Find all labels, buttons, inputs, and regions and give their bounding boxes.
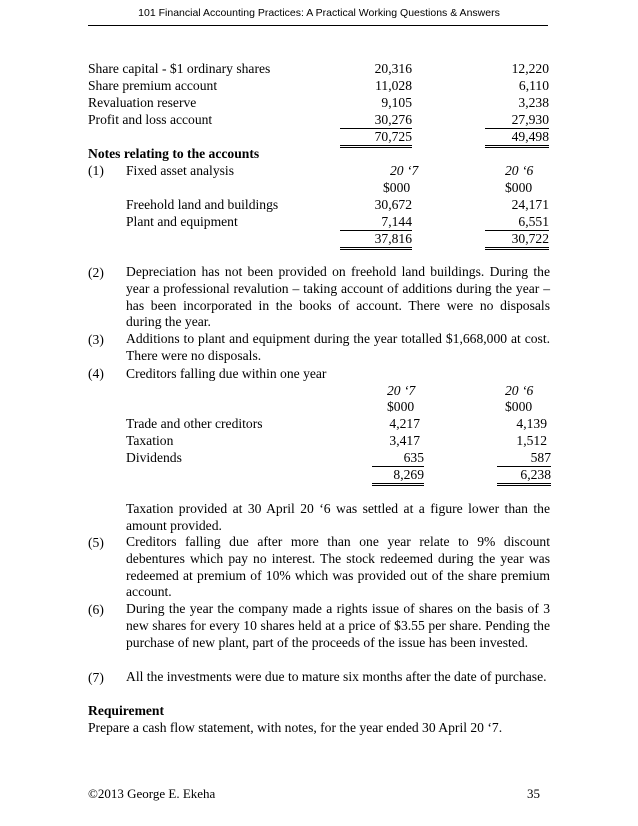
- capital-value-a: 9,105: [381, 95, 412, 110]
- note-7-text: All the investments were due to mature six months after the date of purchase.: [126, 669, 547, 684]
- capital-total-a: 70,725: [340, 129, 412, 148]
- running-header: 101 Financial Accounting Practices: A Practical Working Questions & Answers: [138, 7, 500, 19]
- year-header-b: 20 ‘6: [505, 383, 534, 398]
- capital-value-b: 3,238: [518, 95, 549, 110]
- page-number: 35: [527, 786, 540, 801]
- header-rule: [88, 25, 548, 26]
- row-label: Taxation: [126, 433, 174, 448]
- note-3-text: Additions to plant and equipment during the year totalled $1,668,000 at cost. There were no disposals.: [126, 331, 550, 363]
- capital-label: Share capital - $1 ordinary shares: [88, 61, 271, 76]
- note-number: (4): [88, 366, 104, 381]
- year-header-a: 20 ‘7: [390, 163, 419, 178]
- note-6-text: During the year the company made a rights issue of shares on the basis of 3 new shares for every 10 shares held at a price of $3.55 per share. Pending the purchase of new plant, part of the proceeds of the issue has been invested.: [126, 601, 550, 650]
- note-number: (2): [88, 265, 104, 280]
- capital-value-b: 6,110: [518, 78, 549, 93]
- note-title: Fixed asset analysis: [126, 163, 234, 178]
- capital-total-b: 49,498: [485, 129, 549, 148]
- copyright: ©2013 George E. Ekeha: [88, 786, 216, 801]
- row-value-a: 7,144: [340, 214, 412, 231]
- total-a: 8,269: [372, 467, 424, 486]
- row-value-a: 635: [372, 450, 424, 467]
- row-value-a: 4,217: [389, 416, 420, 431]
- capital-label: Profit and loss account: [88, 112, 213, 127]
- year-header-b: 20 ‘6: [505, 163, 534, 178]
- capital-value-b: 27,930: [485, 112, 549, 129]
- note-4-after-text: Taxation provided at 30 April 20 ‘6 was settled at a figure lower than the amount provided.: [126, 501, 550, 533]
- note-title: Creditors falling due within one year: [126, 366, 327, 381]
- row-value-b: 24,171: [511, 197, 549, 212]
- capital-value-b: 12,220: [511, 61, 549, 76]
- note-number: (3): [88, 332, 104, 347]
- total-b: 6,238: [497, 467, 551, 486]
- total-a: 37,816: [340, 231, 412, 250]
- unit-header-a: $000: [383, 180, 411, 195]
- row-value-b: 1,512: [516, 433, 547, 448]
- row-label: Plant and equipment: [126, 214, 238, 229]
- capital-value-a: 20,316: [374, 61, 412, 76]
- unit-header-b: $000: [505, 399, 533, 414]
- row-value-a: 30,672: [374, 197, 412, 212]
- requirement-text: Prepare a cash flow statement, with notes, for the year ended 30 April 20 ‘7.: [88, 720, 503, 735]
- row-label: Dividends: [126, 450, 182, 465]
- note-5-text: Creditors falling due after more than one year relate to 9% discount debentures which pay no interest. The stock redeemed during the year was redeemed at premium of 10% which was provided out of the share premium account.: [126, 534, 550, 600]
- notes-heading: Notes relating to the accounts: [88, 146, 260, 161]
- note-number: (1): [88, 163, 104, 178]
- total-b: 30,722: [485, 231, 549, 250]
- note-number: (6): [88, 602, 104, 617]
- unit-header-a: $000: [387, 399, 415, 414]
- capital-value-a: 30,276: [340, 112, 412, 129]
- row-label: Freehold land and buildings: [126, 197, 279, 212]
- row-value-b: 587: [497, 450, 551, 467]
- note-number: (7): [88, 670, 104, 685]
- year-header-a: 20 ‘7: [387, 383, 416, 398]
- row-value-b: 6,551: [485, 214, 549, 231]
- capital-label: Share premium account: [88, 78, 218, 93]
- row-label: Trade and other creditors: [126, 416, 263, 431]
- unit-header-b: $000: [505, 180, 533, 195]
- note-2-text: Depreciation has not been provided on freehold land buildings. During the year a professional revalution – taking account of additions during the year – has been incorporated in the books of account. There were no disposals during the year.: [126, 264, 550, 330]
- note-number: (5): [88, 535, 104, 550]
- capital-label: Revaluation reserve: [88, 95, 197, 110]
- capital-value-a: 11,028: [375, 78, 412, 93]
- row-value-b: 4,139: [516, 416, 547, 431]
- requirement-heading: Requirement: [88, 703, 165, 718]
- row-value-a: 3,417: [389, 433, 420, 448]
